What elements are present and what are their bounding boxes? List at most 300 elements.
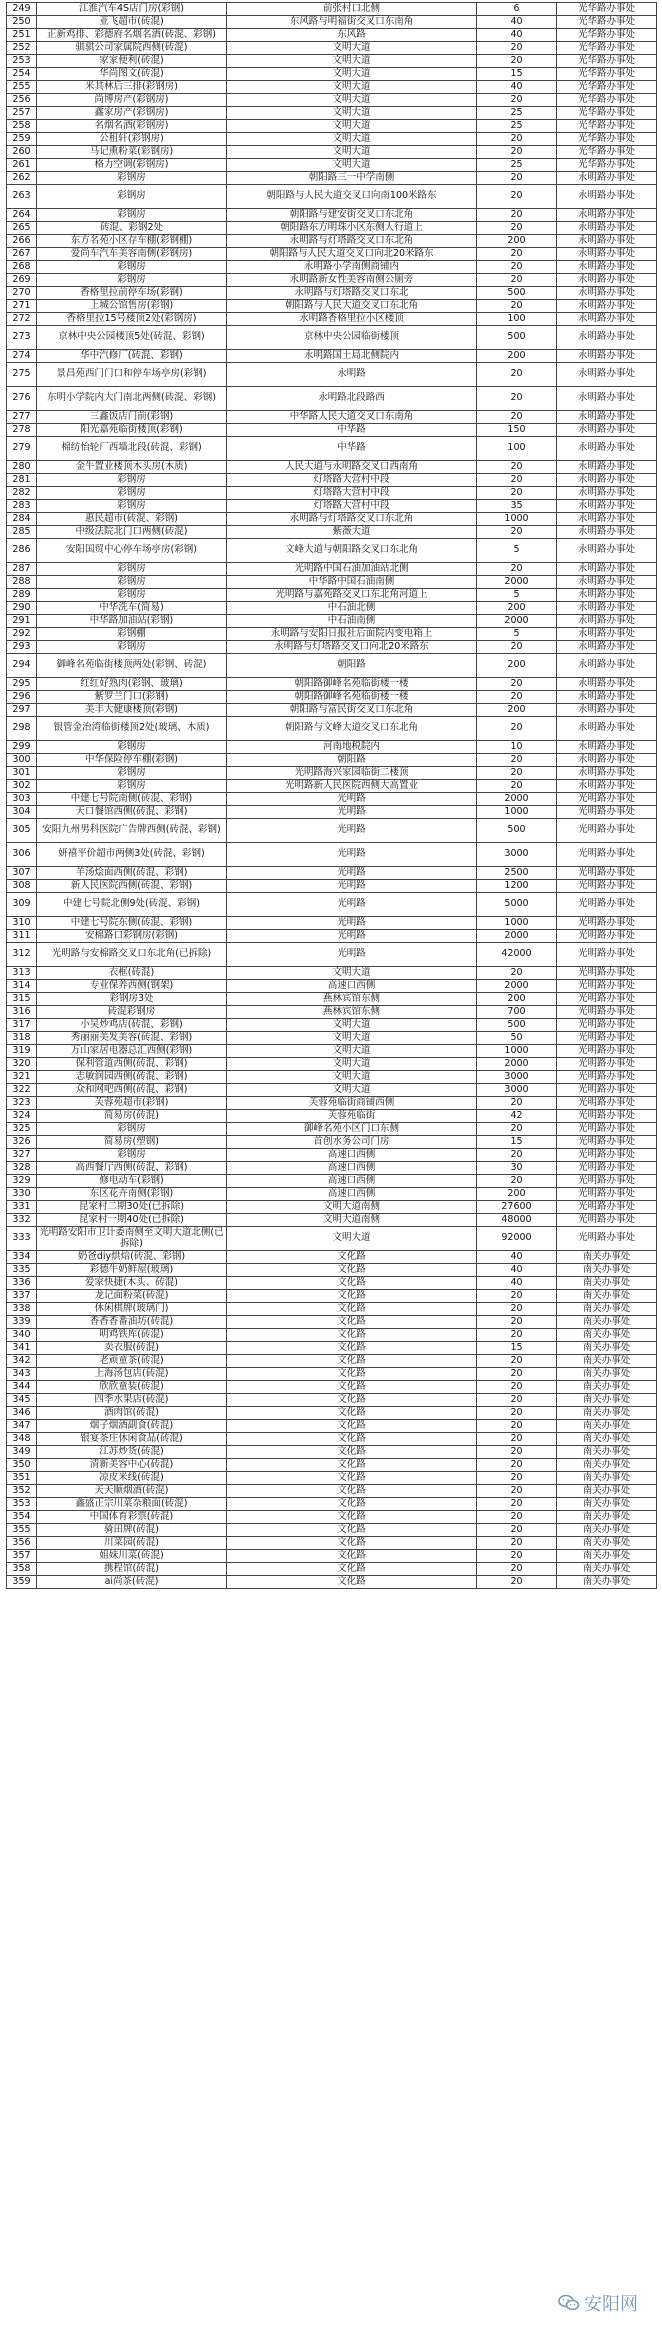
area-value-cell: 500: [477, 326, 557, 350]
office-name-cell: 永明路办事处: [557, 741, 657, 754]
facility-name-cell: 棉纺怡轮厂西墙北段(砖混、彩钢): [37, 437, 227, 461]
office-name-cell: 光明路办事处: [557, 1123, 657, 1136]
table-row: [7, 615, 657, 628]
location-cell: 文化路: [227, 1420, 477, 1433]
facility-name-cell: 安阳九州男科医院广告牌西侧(砖混、彩钢): [37, 819, 227, 843]
table-row: [7, 717, 657, 741]
area-value-cell: 700: [477, 1006, 557, 1019]
location-cell: 东风路: [227, 29, 477, 42]
table-row: [7, 867, 657, 880]
location-cell: 中华路人民大道交叉口东南角: [227, 411, 477, 424]
facility-name-cell: 酒肉馆(砖混): [37, 1407, 227, 1420]
table-row: [7, 1006, 657, 1019]
location-cell: 文明大道: [227, 81, 477, 94]
row-number-cell: 326: [7, 1136, 37, 1149]
facility-name-cell: 上海汤包店(砖混): [37, 1368, 227, 1381]
table-row: [7, 526, 657, 539]
office-name-cell: 南关办事处: [557, 1277, 657, 1290]
area-value-cell: 1000: [477, 917, 557, 930]
facility-name-cell: 中华洗车(简易): [37, 602, 227, 615]
location-cell: 光明路与嘉苑路交叉口东北角河道上: [227, 589, 477, 602]
table-row: [7, 16, 657, 29]
office-name-cell: 永明路办事处: [557, 313, 657, 326]
area-value-cell: 3000: [477, 1084, 557, 1097]
row-number-cell: 297: [7, 704, 37, 717]
location-cell: 文明大道: [227, 107, 477, 120]
row-number-cell: 267: [7, 248, 37, 261]
area-value-cell: 20: [477, 487, 557, 500]
row-number-cell: 252: [7, 42, 37, 55]
office-name-cell: 南关办事处: [557, 1550, 657, 1563]
area-value-cell: 20: [477, 1472, 557, 1485]
area-value-cell: 2500: [477, 867, 557, 880]
table-row: [7, 1576, 657, 1589]
area-value-cell: 20: [477, 1303, 557, 1316]
row-number-cell: 299: [7, 741, 37, 754]
area-value-cell: 20: [477, 780, 557, 793]
facility-name-cell: 彩钢房: [37, 741, 227, 754]
facility-name-cell: 公租轩(彩钢房): [37, 133, 227, 146]
table-row: [7, 1045, 657, 1058]
table-row: [7, 424, 657, 437]
row-number-cell: 357: [7, 1550, 37, 1563]
office-name-cell: 永明路办事处: [557, 424, 657, 437]
location-cell: 永明路新女性美容南侧公厕旁: [227, 274, 477, 287]
watermark-text: 安阳网: [584, 2294, 638, 2315]
row-number-cell: 300: [7, 754, 37, 767]
facility-name-cell: 上城公馆售房(彩钢): [37, 300, 227, 313]
row-number-cell: 259: [7, 133, 37, 146]
facility-name-cell: 彩德牛奶鲜屋(玻璃): [37, 1264, 227, 1277]
facility-name-cell: 彩钢房: [37, 589, 227, 602]
row-number-cell: 298: [7, 717, 37, 741]
facility-name-cell: 志敏润园西侧(砖混、彩钢): [37, 1071, 227, 1084]
area-value-cell: 2000: [477, 980, 557, 993]
row-number-cell: 329: [7, 1175, 37, 1188]
table-row: [7, 1537, 657, 1550]
table-row: [7, 806, 657, 819]
row-number-cell: 306: [7, 843, 37, 867]
facility-name-cell: 秀丽丽美发美容(砖混、彩钢): [37, 1032, 227, 1045]
area-value-cell: 20: [477, 363, 557, 387]
facility-name-cell: 彩钢房: [37, 474, 227, 487]
location-cell: 文化路: [227, 1290, 477, 1303]
row-number-cell: 350: [7, 1459, 37, 1472]
area-value-cell: 20: [477, 55, 557, 68]
location-cell: 文明大道: [227, 120, 477, 133]
facility-name-cell: 四季水果店(砖混): [37, 1394, 227, 1407]
facility-name-cell: 阳光嘉苑临街楼顶(彩钢): [37, 424, 227, 437]
area-value-cell: 20: [477, 300, 557, 313]
table-row: [7, 461, 657, 474]
table-row: [7, 1175, 657, 1188]
location-cell: 文明大道南侧: [227, 1214, 477, 1227]
office-name-cell: 永明路办事处: [557, 363, 657, 387]
location-cell: 永明路小学南侧商铺内: [227, 261, 477, 274]
facility-name-cell: 彩钢房: [37, 209, 227, 222]
office-name-cell: 光华路办事处: [557, 16, 657, 29]
table-row: [7, 55, 657, 68]
area-value-cell: 20: [477, 209, 557, 222]
location-cell: 光明路: [227, 893, 477, 917]
row-number-cell: 336: [7, 1277, 37, 1290]
area-value-cell: 20: [477, 967, 557, 980]
row-number-cell: 283: [7, 500, 37, 513]
location-cell: 朝阳路: [227, 654, 477, 678]
facility-name-cell: 彩钢房3处: [37, 993, 227, 1006]
office-name-cell: 光明路办事处: [557, 1045, 657, 1058]
table-row: [7, 1149, 657, 1162]
table-row: [7, 704, 657, 717]
row-number-cell: 318: [7, 1032, 37, 1045]
facility-name-cell: 携程馆(砖混): [37, 1563, 227, 1576]
table-row: [7, 1342, 657, 1355]
row-number-cell: 322: [7, 1084, 37, 1097]
location-cell: 文化路: [227, 1537, 477, 1550]
location-cell: 永明路与灯塔路交叉口东北角: [227, 235, 477, 248]
office-name-cell: 南关办事处: [557, 1342, 657, 1355]
area-value-cell: 5000: [477, 893, 557, 917]
area-value-cell: 200: [477, 235, 557, 248]
office-name-cell: 永明路办事处: [557, 589, 657, 602]
row-number-cell: 354: [7, 1511, 37, 1524]
area-value-cell: 20: [477, 172, 557, 185]
area-value-cell: 20: [477, 1420, 557, 1433]
location-cell: 光明路新人民医院西侧大高置业: [227, 780, 477, 793]
location-cell: 文明大道: [227, 55, 477, 68]
table-row: [7, 993, 657, 1006]
row-number-cell: 321: [7, 1071, 37, 1084]
facility-name-cell: 中国体育彩票(砖混): [37, 1511, 227, 1524]
table-row: [7, 1264, 657, 1277]
facility-name-cell: 东明小学院内大门南北两侧(砖混、彩钢): [37, 387, 227, 411]
facility-name-cell: 彩钢房: [37, 487, 227, 500]
table-row: [7, 576, 657, 589]
area-value-cell: 20: [477, 42, 557, 55]
table-row: [7, 1251, 657, 1264]
location-cell: 文明大道: [227, 1058, 477, 1071]
location-cell: 文化路: [227, 1277, 477, 1290]
location-cell: 御峰名苑小区门口东侧: [227, 1123, 477, 1136]
table-row: [7, 628, 657, 641]
row-number-cell: 254: [7, 68, 37, 81]
table-row: [7, 691, 657, 704]
location-cell: 朝阳路与文峰大道交叉口东北角: [227, 717, 477, 741]
area-value-cell: 2000: [477, 576, 557, 589]
table-row: [7, 1136, 657, 1149]
location-cell: 高速口西侧: [227, 1175, 477, 1188]
area-value-cell: 20: [477, 1355, 557, 1368]
facility-name-cell: 名烟名酒(彩钢房): [37, 120, 227, 133]
area-value-cell: 20: [477, 691, 557, 704]
table-row: [7, 930, 657, 943]
row-number-cell: 328: [7, 1162, 37, 1175]
office-name-cell: 光明路办事处: [557, 819, 657, 843]
area-value-cell: 6: [477, 3, 557, 16]
office-name-cell: 光明路办事处: [557, 1019, 657, 1032]
table-row: [7, 1472, 657, 1485]
location-cell: 文化路: [227, 1303, 477, 1316]
table-row: [7, 326, 657, 350]
area-value-cell: 20: [477, 1149, 557, 1162]
location-cell: 朝阳路御峰名苑临街楼一楼: [227, 691, 477, 704]
row-number-cell: 269: [7, 274, 37, 287]
office-name-cell: 永明路办事处: [557, 209, 657, 222]
row-number-cell: 274: [7, 350, 37, 363]
facility-name-cell: 高西餐厅西侧(砖混、彩钢): [37, 1162, 227, 1175]
table-row: [7, 235, 657, 248]
facility-name-cell: 彩钢房: [37, 780, 227, 793]
facility-name-cell: 家家便利(砖混): [37, 55, 227, 68]
office-name-cell: 南关办事处: [557, 1394, 657, 1407]
table-row: [7, 1329, 657, 1342]
office-name-cell: 南关办事处: [557, 1420, 657, 1433]
table-row: [7, 880, 657, 893]
office-name-cell: 南关办事处: [557, 1563, 657, 1576]
location-cell: 永明路: [227, 363, 477, 387]
table-row: [7, 1214, 657, 1227]
office-name-cell: 光明路办事处: [557, 1149, 657, 1162]
facility-name-cell: 紫罗兰门口(彩钢): [37, 691, 227, 704]
facility-name-cell: 天口餐馆西侧(砖混、彩钢): [37, 806, 227, 819]
office-name-cell: 永明路办事处: [557, 754, 657, 767]
location-cell: 文化路: [227, 1485, 477, 1498]
row-number-cell: 346: [7, 1407, 37, 1420]
office-name-cell: 光明路办事处: [557, 993, 657, 1006]
office-name-cell: 光华路办事处: [557, 107, 657, 120]
area-value-cell: 30: [477, 1162, 557, 1175]
table-row: [7, 1290, 657, 1303]
row-number-cell: 307: [7, 867, 37, 880]
facility-name-cell: 骑田牌(砖混): [37, 1524, 227, 1537]
area-value-cell: 20: [477, 1316, 557, 1329]
location-cell: 朝阳路与富民街交叉口东北角: [227, 704, 477, 717]
row-number-cell: 352: [7, 1485, 37, 1498]
facility-name-cell: 米其林后三排(彩钢房): [37, 81, 227, 94]
facility-name-cell: 中华路加油站(彩钢): [37, 615, 227, 628]
office-name-cell: 南关办事处: [557, 1524, 657, 1537]
table-row: [7, 248, 657, 261]
facility-name-cell: 中建七号院北侧9处(砖混、彩钢): [37, 893, 227, 917]
office-name-cell: 光明路办事处: [557, 893, 657, 917]
area-value-cell: 92000: [477, 1227, 557, 1251]
table-row: [7, 29, 657, 42]
area-value-cell: 200: [477, 654, 557, 678]
area-value-cell: 42000: [477, 943, 557, 967]
area-value-cell: 20: [477, 1498, 557, 1511]
row-number-cell: 340: [7, 1329, 37, 1342]
office-name-cell: 光明路办事处: [557, 1110, 657, 1123]
office-name-cell: 永明路办事处: [557, 185, 657, 209]
table-row: [7, 313, 657, 326]
row-number-cell: 324: [7, 1110, 37, 1123]
area-value-cell: 40: [477, 1277, 557, 1290]
table-row: [7, 1316, 657, 1329]
location-cell: 芙蓉苑临街商铺西侧: [227, 1097, 477, 1110]
office-name-cell: 永明路办事处: [557, 767, 657, 780]
area-value-cell: 20: [477, 1511, 557, 1524]
location-cell: 中华路: [227, 437, 477, 461]
area-value-cell: 20: [477, 1175, 557, 1188]
facility-name-cell: 香格里拉前停车场(彩钢): [37, 287, 227, 300]
area-value-cell: 20: [477, 1433, 557, 1446]
area-value-cell: 25: [477, 120, 557, 133]
row-number-cell: 316: [7, 1006, 37, 1019]
location-cell: 朝阳路与人民大道交叉口东北角: [227, 300, 477, 313]
location-cell: 文化路: [227, 1498, 477, 1511]
area-value-cell: 40: [477, 1264, 557, 1277]
location-cell: 光明路: [227, 930, 477, 943]
office-name-cell: 永明路办事处: [557, 628, 657, 641]
table-row: [7, 500, 657, 513]
table-row: [7, 563, 657, 576]
area-value-cell: 20: [477, 185, 557, 209]
table-row: [7, 754, 657, 767]
office-name-cell: 光明路办事处: [557, 1006, 657, 1019]
facility-name-cell: 天天顺烟酒(砖混): [37, 1485, 227, 1498]
location-cell: 光明路: [227, 943, 477, 967]
row-number-cell: 337: [7, 1290, 37, 1303]
facility-name-cell: 砖混、彩钢2处: [37, 222, 227, 235]
facility-name-cell: 红红好熟肉(彩钢、玻璃): [37, 678, 227, 691]
row-number-cell: 266: [7, 235, 37, 248]
facility-name-cell: 明鸡铁库(砖混): [37, 1329, 227, 1342]
office-name-cell: 永明路办事处: [557, 248, 657, 261]
facility-name-cell: 修电动车(彩钢): [37, 1175, 227, 1188]
table-row: [7, 793, 657, 806]
area-value-cell: 20: [477, 754, 557, 767]
office-name-cell: 光华路办事处: [557, 159, 657, 172]
office-name-cell: 光明路办事处: [557, 917, 657, 930]
office-name-cell: 永明路办事处: [557, 780, 657, 793]
row-number-cell: 278: [7, 424, 37, 437]
area-value-cell: 200: [477, 1188, 557, 1201]
office-name-cell: 光明路办事处: [557, 930, 657, 943]
facility-name-cell: 马记熏粉菜(彩钢房): [37, 146, 227, 159]
row-number-cell: 349: [7, 1446, 37, 1459]
table-row: [7, 980, 657, 993]
office-name-cell: 永明路办事处: [557, 526, 657, 539]
row-number-cell: 304: [7, 806, 37, 819]
row-number-cell: 359: [7, 1576, 37, 1589]
facility-name-cell: 美丰大健康楼顶(彩钢): [37, 704, 227, 717]
office-name-cell: 永明路办事处: [557, 691, 657, 704]
facility-name-cell: 砖混彩钢房: [37, 1006, 227, 1019]
facility-name-cell: 烟子烟酒副食(砖混): [37, 1420, 227, 1433]
table-row: [7, 967, 657, 980]
area-value-cell: 3000: [477, 843, 557, 867]
facility-name-cell: 彩钢房: [37, 641, 227, 654]
location-cell: 光明路: [227, 843, 477, 867]
table-row: [7, 350, 657, 363]
facility-name-cell: 保利管道西侧(砖混、彩钢): [37, 1058, 227, 1071]
location-cell: 朝阳路: [227, 754, 477, 767]
office-name-cell: 光明路办事处: [557, 980, 657, 993]
table-row: [7, 146, 657, 159]
facility-name-cell: 正新鸡排、彩德府名烟名酒(砖混、彩钢): [37, 29, 227, 42]
location-cell: 中石油南侧: [227, 615, 477, 628]
table-row: [7, 411, 657, 424]
row-number-cell: 290: [7, 602, 37, 615]
row-number-cell: 320: [7, 1058, 37, 1071]
row-number-cell: 355: [7, 1524, 37, 1537]
office-name-cell: 南关办事处: [557, 1303, 657, 1316]
area-value-cell: 20: [477, 461, 557, 474]
location-cell: 文明大道: [227, 133, 477, 146]
office-name-cell: 南关办事处: [557, 1264, 657, 1277]
row-number-cell: 358: [7, 1563, 37, 1576]
office-name-cell: 永明路办事处: [557, 487, 657, 500]
row-number-cell: 351: [7, 1472, 37, 1485]
area-value-cell: 20: [477, 261, 557, 274]
office-name-cell: 光华路办事处: [557, 42, 657, 55]
office-name-cell: 光明路办事处: [557, 1032, 657, 1045]
row-number-cell: 342: [7, 1355, 37, 1368]
facility-name-cell: 光明路与安棉路交叉口东北角(已拆除): [37, 943, 227, 967]
location-cell: 文明大道: [227, 1019, 477, 1032]
table-row: [7, 1019, 657, 1032]
office-name-cell: 南关办事处: [557, 1576, 657, 1589]
area-value-cell: 40: [477, 29, 557, 42]
row-number-cell: 294: [7, 654, 37, 678]
area-value-cell: 15: [477, 1136, 557, 1149]
table-row: [7, 209, 657, 222]
row-number-cell: 327: [7, 1149, 37, 1162]
facility-name-cell: 老顽童茶(砖混): [37, 1355, 227, 1368]
row-number-cell: 258: [7, 120, 37, 133]
table-row: [7, 1201, 657, 1214]
table-row: [7, 1485, 657, 1498]
office-name-cell: 南关办事处: [557, 1381, 657, 1394]
table-row: [7, 1084, 657, 1097]
area-value-cell: 10: [477, 741, 557, 754]
row-number-cell: 333: [7, 1227, 37, 1251]
location-cell: 文化路: [227, 1433, 477, 1446]
row-number-cell: 323: [7, 1097, 37, 1110]
facility-name-cell: 银宴茶庄休闲食品(砖混): [37, 1433, 227, 1446]
table-row: [7, 1277, 657, 1290]
row-number-cell: 311: [7, 930, 37, 943]
row-number-cell: 309: [7, 893, 37, 917]
table-row: [7, 261, 657, 274]
office-name-cell: 永明路办事处: [557, 717, 657, 741]
office-name-cell: 南关办事处: [557, 1537, 657, 1550]
area-value-cell: 1000: [477, 806, 557, 819]
office-name-cell: 永明路办事处: [557, 602, 657, 615]
facility-name-cell: 简易房(砖混): [37, 1110, 227, 1123]
location-cell: 朝阳路东方明珠小区东侧人行道上: [227, 222, 477, 235]
area-value-cell: 40: [477, 81, 557, 94]
row-number-cell: 284: [7, 513, 37, 526]
location-cell: 文化路: [227, 1511, 477, 1524]
area-value-cell: 15: [477, 1342, 557, 1355]
facility-name-cell: 小吴炒鸡店(砖混、彩钢): [37, 1019, 227, 1032]
area-value-cell: 500: [477, 1019, 557, 1032]
location-cell: 光明路: [227, 819, 477, 843]
facility-name-cell: 彩钢房: [37, 767, 227, 780]
office-name-cell: 永明路办事处: [557, 300, 657, 313]
facility-name-cell: 三鑫饭店门前(彩钢): [37, 411, 227, 424]
office-name-cell: 南关办事处: [557, 1368, 657, 1381]
facility-name-cell: 东区花卉南侧(彩钢): [37, 1188, 227, 1201]
area-value-cell: 48000: [477, 1214, 557, 1227]
location-cell: 燕林宾馆东侧: [227, 993, 477, 1006]
office-name-cell: 南关办事处: [557, 1498, 657, 1511]
row-number-cell: 339: [7, 1316, 37, 1329]
location-cell: 文明大道: [227, 1227, 477, 1251]
office-name-cell: 永明路办事处: [557, 274, 657, 287]
location-cell: 永明路与灯塔路交叉口东北角: [227, 513, 477, 526]
